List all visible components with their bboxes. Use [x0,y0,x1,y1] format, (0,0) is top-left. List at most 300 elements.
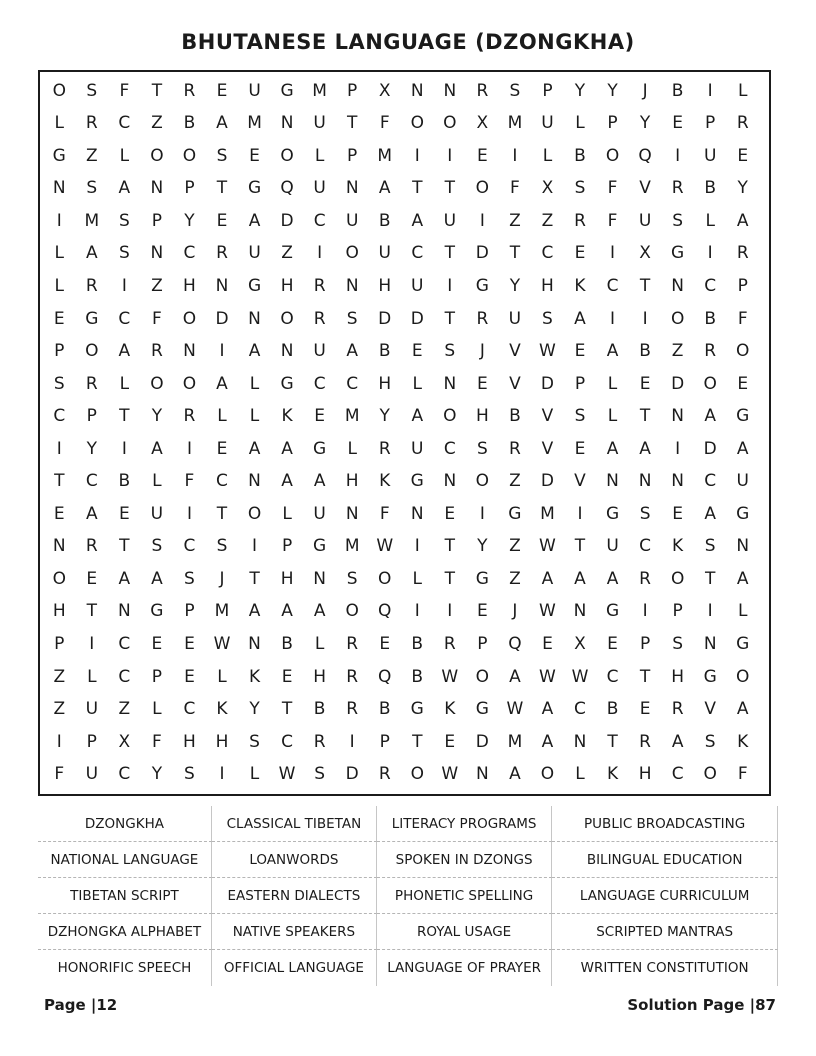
grid-letter: F [607,210,618,231]
grid-letter: B [313,699,326,720]
grid-letter: E [476,601,488,622]
grid-letter: A [606,341,619,362]
grid-letter: K [444,699,456,720]
grid-letter: I [414,536,420,557]
grid-letter: T [639,406,651,427]
grid-letter: A [704,503,716,524]
grid-letter: A [85,503,98,524]
grid-letter: I [89,634,95,655]
grid-letter: S [509,80,521,101]
grid-letter: O [182,145,197,166]
grid-letter: T [444,536,455,557]
grid-letter: B [183,113,196,134]
grid-letter: E [216,80,228,101]
grid-letter: S [53,373,65,394]
grid-letter: U [150,503,164,524]
grid-letter: K [379,471,391,492]
grid-letter: U [411,438,424,459]
grid-letter: L [249,764,260,785]
grid-letter: A [118,341,131,362]
grid-letter: I [252,536,258,557]
grid-letter: L [119,373,130,394]
grid-letter: I [447,145,453,166]
grid-letter: W [539,666,556,687]
grid-letter: N [443,373,457,394]
grid-letter: R [476,80,489,101]
grid-letter: I [447,276,453,297]
word-list-item: OFFICIAL LANGUAGE [212,950,377,986]
grid-letter: A [248,438,261,459]
grid-letter: K [574,276,586,297]
grid-letter: E [737,145,749,166]
grid-letter: V [509,341,521,362]
grid-letter: P [281,536,293,557]
grid-letter: E [118,503,130,524]
grid-letter: U [345,210,359,231]
grid-letter: D [475,243,489,264]
grid-letter: W [278,764,296,785]
grid-letter: C [183,699,196,720]
grid-letter: B [378,699,391,720]
grid-letter: X [639,243,651,264]
grid-letter: C [704,276,717,297]
grid-letter: R [476,308,489,329]
word-list-item: NATIVE SPEAKERS [212,914,377,950]
grid-letter: G [85,308,99,329]
grid-letter: U [248,243,261,264]
grid-letter: B [281,634,293,655]
grid-letter: U [638,210,652,231]
grid-letter: A [736,699,749,720]
grid-letter: C [118,634,131,655]
grid-letter: L [54,243,64,264]
grid-letter: G [247,276,262,297]
grid-letter: N [736,536,750,557]
grid-letter: W [213,634,231,655]
grid-letter: F [184,471,195,492]
grid-letter: H [280,276,294,297]
grid-letter: X [118,731,131,752]
grid-letter: H [52,601,66,622]
grid-letter: C [606,666,619,687]
grid-letter: T [216,178,228,199]
grid-letter: T [607,731,618,752]
grid-letter: R [508,438,521,459]
grid-letter: C [606,276,619,297]
grid-letter: O [52,568,66,589]
grid-letter: G [475,699,489,720]
grid-letter: Z [85,145,98,166]
grid-letter: N [150,243,164,264]
grid-letter: Z [509,210,521,231]
grid-letter: C [443,438,456,459]
grid-letter: Z [151,276,163,297]
grid-letter: E [444,503,456,524]
grid-letter: B [118,471,131,492]
grid-letter: N [703,634,717,655]
grid-letter: S [184,764,195,785]
grid-letter: J [512,601,518,622]
grid-letter: A [541,568,554,589]
grid-letter: T [509,243,521,264]
grid-letter: N [443,80,457,101]
grid-letter: P [672,601,683,622]
grid-letter: C [574,699,586,720]
grid-letter: I [479,503,485,524]
grid-letter: R [378,438,391,459]
grid-letter: A [736,210,749,231]
grid-letter: E [249,145,260,166]
grid-letter: R [183,406,196,427]
grid-letter: E [86,568,98,589]
grid-letter: P [54,634,65,655]
grid-letter: N [248,634,261,655]
grid-letter: L [119,145,130,166]
grid-letter: H [280,568,294,589]
grid-letter: I [121,276,127,297]
grid-letter: L [737,601,748,622]
grid-letter: E [607,634,618,655]
grid-letter: Q [378,601,392,622]
grid-letter: X [541,178,554,199]
grid-letter: O [150,145,164,166]
grid-letter: U [313,341,326,362]
grid-letter: I [317,243,323,264]
grid-letter: V [639,178,651,199]
grid-letter: A [411,210,424,231]
grid-letter: R [639,568,651,589]
grid-letter: W [539,601,556,622]
grid-letter: R [346,666,359,687]
word-list-item: LANGUAGE OF PRAYER [377,950,552,986]
grid-letter: B [378,210,391,231]
grid-letter: A [541,731,554,752]
grid-letter: C [313,373,326,394]
grid-letter: N [345,276,359,297]
grid-letter: O [378,568,392,589]
grid-letter: C [541,243,554,264]
grid-letter: T [86,601,97,622]
grid-letter: O [670,308,685,329]
grid-letter: L [347,438,357,459]
grid-letter: H [313,666,327,687]
grid-letter: I [121,438,127,459]
grid-letter: F [119,80,130,101]
grid-letter: S [542,308,553,329]
grid-letter: N [671,471,684,492]
grid-letter: P [184,601,195,622]
grid-letter: I [56,438,62,459]
grid-letter: H [475,406,489,427]
grid-letter: L [705,210,715,231]
grid-letter: M [214,601,230,622]
grid-letter: E [672,113,683,134]
grid-letter: Q [638,145,652,166]
grid-letter: S [86,80,98,101]
grid-letter: X [574,634,586,655]
grid-letter: I [414,145,420,166]
grid-letter: U [606,536,619,557]
grid-letter: O [475,178,490,199]
grid-letter: R [671,178,684,199]
grid-letter: O [182,373,197,394]
grid-letter: Y [184,210,195,231]
grid-letter: V [541,438,554,459]
grid-letter: Z [509,568,521,589]
grid-letter: G [475,568,489,589]
grid-letter: B [509,406,521,427]
grid-letter: I [414,601,420,622]
grid-letter: O [703,373,717,394]
grid-letter: I [642,308,648,329]
grid-letter: N [215,276,229,297]
grid-letter: F [152,308,162,329]
grid-letter: Y [151,406,163,427]
grid-letter: N [345,503,359,524]
grid-letter: N [410,80,424,101]
grid-letter: C [281,731,294,752]
word-list-item: LITERACY PROGRAMS [377,806,552,842]
grid-letter: R [736,243,749,264]
grid-letter: A [151,568,163,589]
grid-letter: L [737,80,748,101]
grid-letter: Y [151,764,163,785]
grid-letter: R [704,341,717,362]
word-list-item: DZHONGKA ALPHABET [38,914,212,950]
grid-letter: Z [509,536,521,557]
grid-letter: Z [53,699,66,720]
grid-letter: B [574,145,586,166]
grid-letter: R [85,113,98,134]
grid-letter: M [247,113,262,134]
grid-letter: K [737,731,749,752]
grid-letter: G [313,438,327,459]
grid-letter: B [671,80,684,101]
grid-letter: W [376,536,394,557]
grid-letter: A [541,699,554,720]
grid-letter: C [183,243,196,264]
grid-letter: B [704,178,717,199]
grid-letter: J [219,568,225,589]
grid-letter: L [87,666,97,687]
word-list-item: SPOKEN IN DZONGS [377,842,552,878]
grid-letter: F [510,178,520,199]
grid-letter: V [541,406,554,427]
grid-letter: L [54,276,64,297]
grid-letter: O [475,666,490,687]
grid-letter: U [313,178,326,199]
grid-letter: A [606,438,619,459]
grid-letter: F [737,308,748,329]
grid-letter: A [313,601,326,622]
page-number: Page |12 [44,996,118,1014]
grid-letter: E [672,503,683,524]
grid-letter: N [606,471,619,492]
page-title: BHUTANESE LANGUAGE (DZONGKHA) [181,30,635,54]
grid-letter: P [86,731,97,752]
grid-letter: F [54,764,65,785]
grid-letter: N [248,471,261,492]
grid-letter: A [736,438,749,459]
grid-letter: S [704,731,716,752]
grid-letter: C [85,471,98,492]
word-list-item: NATIONAL LANGUAGE [38,842,212,878]
grid-letter: Q [378,666,392,687]
grid-letter: T [444,178,455,199]
word-list-item: EASTERN DIALECTS [212,878,377,914]
grid-letter: A [704,406,716,427]
grid-letter: G [52,145,66,166]
solution-page-number: Solution Page |87 [627,996,776,1014]
grid-letter: D [540,373,554,394]
grid-letter: Z [151,113,163,134]
grid-letter: N [443,471,457,492]
grid-letter: T [249,568,260,589]
grid-letter: E [574,438,586,459]
grid-letter: H [215,731,229,752]
grid-letter: A [248,601,261,622]
grid-letter: D [378,308,392,329]
grid-letter: A [509,666,521,687]
grid-letter: S [672,634,684,655]
grid-letter: R [85,373,98,394]
grid-letter: N [117,601,131,622]
grid-letter: O [540,764,555,785]
grid-letter: T [54,471,65,492]
grid-letter: E [476,145,488,166]
grid-letter: G [247,178,262,199]
word-list-item: BILINGUAL EDUCATION [552,842,778,878]
grid-letter: P [151,210,163,231]
grid-letter: E [574,341,586,362]
grid-letter: K [216,699,228,720]
grid-letter: S [574,178,586,199]
grid-letter: T [444,308,455,329]
grid-letter: F [607,178,618,199]
grid-letter: A [509,764,521,785]
grid-letter: U [508,308,522,329]
grid-letter: A [151,438,163,459]
grid-letter: O [247,503,262,524]
grid-letter: S [672,210,684,231]
grid-letter: E [53,308,65,329]
grid-letter: I [577,503,583,524]
grid-letter: I [610,243,616,264]
grid-letter: Q [508,634,522,655]
word-list-item: WRITTEN CONSTITUTION [552,950,778,986]
grid-letter: S [314,764,326,785]
grid-letter: T [574,536,586,557]
grid-letter: Y [86,438,97,459]
grid-letter: N [52,536,66,557]
grid-letter: I [675,438,681,459]
grid-letter: I [349,731,355,752]
grid-letter: L [314,634,325,655]
grid-letter: M [507,113,523,134]
grid-letter: P [347,80,358,101]
grid-letter: M [377,145,393,166]
grid-letter: P [379,731,390,752]
grid-letter: U [703,145,717,166]
grid-letter: S [476,438,488,459]
grid-letter: C [118,764,131,785]
grid-letter: I [447,601,453,622]
grid-letter: A [313,471,326,492]
grid-letter: R [85,536,98,557]
grid-letter: P [347,145,358,166]
grid-letter: E [639,373,651,394]
grid-letter: F [379,503,390,524]
grid-letter: Y [379,406,390,427]
grid-letter: A [281,438,293,459]
grid-letter: P [542,80,553,101]
grid-letter: O [85,341,99,362]
grid-letter: P [86,406,97,427]
grid-letter: E [184,634,195,655]
grid-letter: C [346,373,359,394]
grid-letter: O [345,243,359,264]
grid-letter: R [183,80,196,101]
grid-letter: T [412,178,423,199]
grid-letter: L [249,373,260,394]
grid-letter: T [216,503,228,524]
grid-letter: H [378,276,392,297]
grid-letter: H [541,276,554,297]
grid-letter: C [118,666,131,687]
grid-letter: V [574,471,586,492]
grid-letter: I [186,438,192,459]
grid-letter: R [216,243,228,264]
grid-letter: C [216,471,228,492]
grid-letter: O [475,471,490,492]
grid-letter: S [639,503,651,524]
word-list-item: LOANWORDS [212,842,377,878]
grid-letter: O [670,568,685,589]
grid-letter: A [281,471,293,492]
grid-letter: I [56,210,62,231]
grid-letter: N [475,764,489,785]
grid-letter: E [281,666,293,687]
grid-letter: S [118,210,130,231]
grid-letter: G [736,634,750,655]
grid-letter: I [610,308,616,329]
grid-letter: N [183,341,196,362]
grid-letter: U [443,210,457,231]
grid-letter: L [575,113,585,134]
grid-letter: I [642,601,648,622]
grid-letter: E [639,699,651,720]
grid-letter: Z [53,666,66,687]
grid-letter: A [216,373,228,394]
grid-letter: Y [639,113,651,134]
grid-letter: H [183,731,196,752]
grid-letter: A [216,113,228,134]
grid-letter: K [248,666,261,687]
grid-letter: U [541,113,554,134]
grid-letter: D [280,210,294,231]
word-list-item: TIBETAN SCRIPT [38,878,212,914]
grid-letter: O [410,113,424,134]
grid-letter: T [151,80,163,101]
grid-letter: L [282,503,292,524]
grid-letter: E [574,243,586,264]
grid-letter: Y [509,276,521,297]
word-search-grid [38,70,771,796]
grid-letter: G [736,503,750,524]
grid-letter: X [378,80,391,101]
grid-letter: P [184,178,195,199]
grid-letter: I [707,80,713,101]
